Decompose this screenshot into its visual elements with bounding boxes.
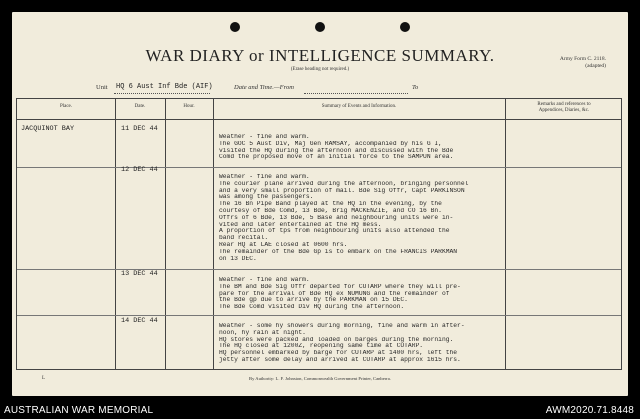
row-entry: Weather - fine and warm. The courier plane arrived during the afternoon, bringing personnel and a very small proportion of mail. Bde Sig Offr, Capt PARKINSON was among the passengers. The 16 Bn Pipe Band played at the HQ in the evening, by the courtesy of Bde Comd, 13 Bde, Brig MACKENZIE, and CO 16 Bn. Offrs of 6 Bde, 13 Bde, 5 Base and neighbouring units were in- vited and later entertained at the HQ mess. A proportion of tps from neighbouring units also attended the band recital. Rear HQ at LAE closed at 0600 hrs. The remainder of the Bde Gp is to embark on the FRANCIS PARKMAN on 13 DEC. [219,174,469,262]
archive-caption-left: AUSTRALIAN WAR MEMORIAL [4,405,154,416]
page-title: WAR DIARY or INTELLIGENCE SUMMARY. [145,46,495,65]
army-form-note: (adapted) [585,62,606,69]
to-label: To [412,84,419,91]
row-date: 14 DEC 44 [121,317,158,325]
army-form-label [560,56,606,69]
unit-line [96,84,426,94]
date-from-underline [304,93,408,94]
page-subtitle: (Erase heading not required.) [290,67,350,72]
header-rule [17,119,621,120]
row-divider [17,167,621,168]
army-form-number: Army Form C. 2118. [559,56,606,62]
column-divider [165,99,166,369]
punch-hole [315,22,325,32]
row-divider [17,315,621,316]
row-entry: Weather - some hy showers during morning, fine and warm in after- noon, hy rain at night. HQ stores were packed and loaded on barges during the morning. The HQ closed at 1200Z, reopening same time at CUTARP. HQ personnel embarked by barge for CUTARP at 1400 hrs, left the jetty after some delay and arrived at CUTARP at approx 1615 hrs. [219,323,465,363]
header-place: Place. [59,104,73,109]
header-hour: Hour. [183,104,195,109]
column-divider [115,99,116,369]
printer-authority: By Authority: L. F. Johnston, Commonwealth Government Printer, Canberra. [249,376,391,381]
footer-mark: L [42,376,46,381]
column-divider [213,99,214,369]
diary-page [12,12,628,396]
diary-table [16,98,622,370]
unit-label: Unit [96,84,108,91]
punch-hole [230,22,240,32]
punch-hole [400,22,410,32]
row-entry: Weather - fine and warm. The GOC 5 Aust Div, Maj Gen RAMSAY, accompanied by his G I, visited the HQ during the afternoon and discussed with the Bde Comd the proposed move of an initial force to the SAMPUN area. [219,134,454,161]
row-date: 12 DEC 44 [121,166,158,174]
row-place: JACQUINOT BAY [21,125,75,133]
row-entry: Weather - fine and warm. The BM and Bde Sig Offr departed for CUTARP where they will pre- pare for the arrival of Bde HQ ex NUMUNG and the remainder of the Bde gp due to arrive by the PARKMAN on 15 DEC. The Bde Comd visited Div HQ during the afternoon. [219,277,461,311]
unit-underline [114,93,210,94]
row-date: 13 DEC 44 [121,270,158,278]
header-remarks: Remarks and references to Appendices, Diaries, &c. [537,102,591,113]
header-date: Date. [134,104,146,109]
date-time-label: Date and Time.—From [234,84,294,91]
row-divider [17,269,621,270]
header-summary: Summary of Events and Information. [321,104,397,109]
archive-caption-right: AWM2020.71.8448 [545,405,634,416]
unit-value: HQ 6 Aust Inf Bde (AIF) [116,83,213,91]
row-date: 11 DEC 44 [121,125,158,133]
